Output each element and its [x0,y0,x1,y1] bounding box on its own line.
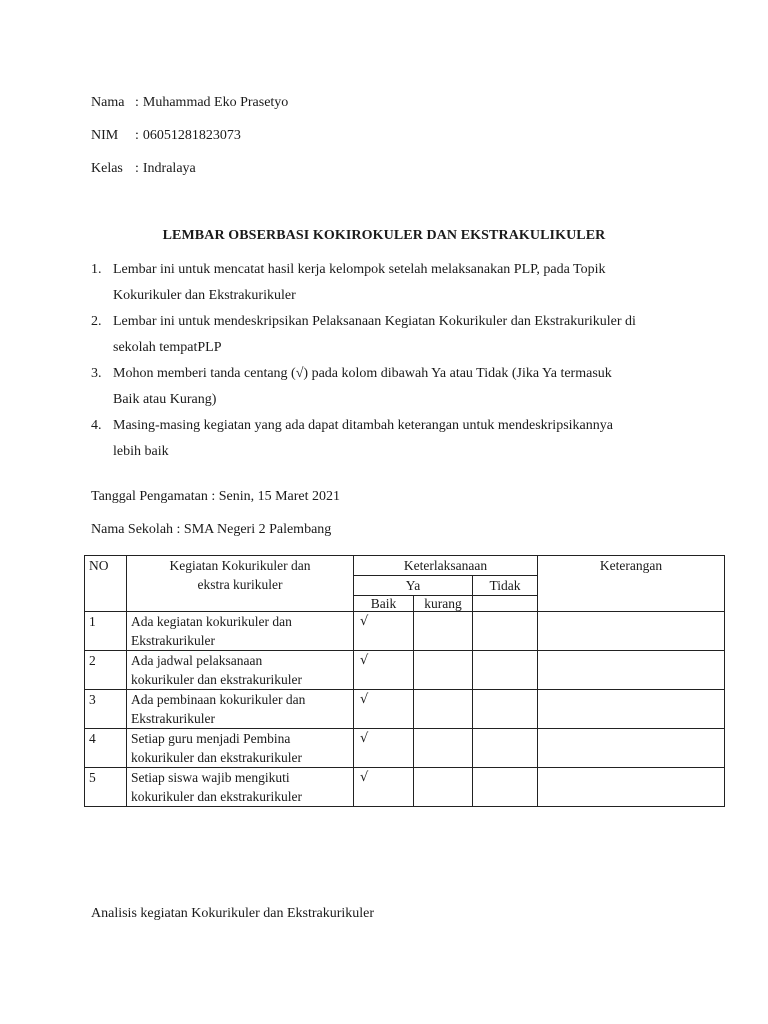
table-row [85,768,725,807]
table-row [85,690,725,729]
nim-separator: : [135,128,139,143]
cell-tidak [473,768,538,807]
row-kegiatan [127,729,354,768]
row-kegiatan-line: kokurikuler dan ekstrakurikuler [131,789,302,804]
checkmark-icon: √ [360,614,369,629]
instruction-number: 4. [91,418,102,433]
name-separator: : [135,95,139,110]
table-row [85,651,725,690]
cell-tidak [473,690,538,729]
table-row [85,612,725,651]
row-kegiatan [127,690,354,729]
header-kegiatan [127,556,354,612]
instruction-item [91,309,691,361]
row-number: 3 [85,690,127,729]
instruction-text: Mohon memberi tanda centang (√) pada kolom dibawah Ya atau Tidak (Jika Ya termasuk [113,366,612,381]
cell-baik [354,729,414,768]
checkmark-icon: √ [360,692,369,707]
instruction-text: lebih baik [113,444,169,459]
row-kegiatan-line: kokurikuler dan ekstrakurikuler [131,672,302,687]
row-kegiatan-line: kokurikuler dan ekstrakurikuler [131,750,302,765]
header-baik: Baik [354,596,414,612]
row-kegiatan [127,768,354,807]
row-kegiatan-line: Ekstrakurikuler [131,633,215,648]
instruction-number: 3. [91,366,102,381]
instruction-item [91,257,691,309]
student-nim-row [91,128,241,144]
instruction-text: sekolah tempatPLP [113,340,222,355]
checkmark-icon: √ [360,731,369,746]
instruction-number: 1. [91,262,102,277]
name-label: Nama [91,95,125,110]
header-no: NO [85,556,127,612]
cell-tidak [473,729,538,768]
cell-baik [354,651,414,690]
cell-kurang [414,768,473,807]
row-number: 4 [85,729,127,768]
cell-keterangan [538,612,725,651]
student-name-row [91,95,288,111]
row-kegiatan [127,651,354,690]
instruction-item [91,413,691,465]
instruction-list [91,257,691,465]
instruction-text: Lembar ini untuk mencatat hasil kerja kelompok setelah melaksanakan PLP, pada Topik [113,262,606,277]
cell-keterangan [538,690,725,729]
class-label: Kelas [91,161,123,176]
header-tidak-empty [473,596,538,612]
row-kegiatan-line: Ada jadwal pelaksanaan [131,653,263,668]
row-kegiatan-line: Ada kegiatan kokurikuler dan [131,614,292,629]
cell-kurang [414,690,473,729]
header-tidak: Tidak [473,576,538,596]
checkmark-icon: √ [360,653,369,668]
cell-kurang [414,651,473,690]
header-ya: Ya [354,576,473,596]
row-number: 2 [85,651,127,690]
row-kegiatan-line: Setiap guru menjadi Pembina [131,731,291,746]
checkmark-icon: √ [360,770,369,785]
row-number: 5 [85,768,127,807]
row-kegiatan-line: Setiap siswa wajib mengikuti [131,770,290,785]
header-kegiatan-line: Kegiatan Kokurikuler dan [169,558,311,573]
cell-keterangan [538,729,725,768]
header-keterangan: Keterangan [538,556,725,612]
class-value: Indralaya [142,161,196,176]
cell-baik [354,612,414,651]
row-kegiatan-line: Ekstrakurikuler [131,711,215,726]
table-row [85,729,725,768]
analysis-heading: Analisis kegiatan Kokurikuler dan Ekstrakurikuler [91,906,375,921]
instruction-text: Baik atau Kurang) [113,392,217,407]
cell-baik [354,768,414,807]
cell-keterangan [538,651,725,690]
header-keterlaksanaan: Keterlaksanaan [354,556,538,576]
cell-keterangan [538,768,725,807]
instruction-text: Kokurikuler dan Ekstrakurikuler [113,288,296,303]
table-header-row [85,556,725,576]
cell-tidak [473,651,538,690]
row-number: 1 [85,612,127,651]
row-kegiatan-line: Ada pembinaan kokurikuler dan [131,692,306,707]
row-kegiatan [127,612,354,651]
instruction-number: 2. [91,314,102,329]
document-title: LEMBAR OBSERBASI KOKIROKULER DAN EKSTRAKULIKULER [162,228,606,243]
observation-date: Tanggal Pengamatan : Senin, 15 Maret 2021 [91,489,341,504]
instruction-text: Masing-masing kegiatan yang ada dapat ditambah keterangan untuk mendeskripsikannya [113,418,613,433]
instruction-item [91,361,691,413]
observation-table [84,555,725,807]
nim-label: NIM [91,128,119,143]
header-kurang: kurang [414,596,473,612]
cell-tidak [473,612,538,651]
school-name: Nama Sekolah : SMA Negeri 2 Palembang [91,522,332,537]
cell-kurang [414,729,473,768]
instruction-text: Lembar ini untuk mendeskripsikan Pelaksanaan Kegiatan Kokurikuler dan Ekstrakurikuler di [113,314,636,329]
class-separator: : [135,161,139,176]
student-class-row [91,161,196,177]
header-kegiatan-line: ekstra kurikuler [197,577,283,592]
name-value: Muhammad Eko Prasetyo [142,95,289,110]
nim-value: 06051281823073 [142,128,241,143]
cell-kurang [414,612,473,651]
cell-baik [354,690,414,729]
